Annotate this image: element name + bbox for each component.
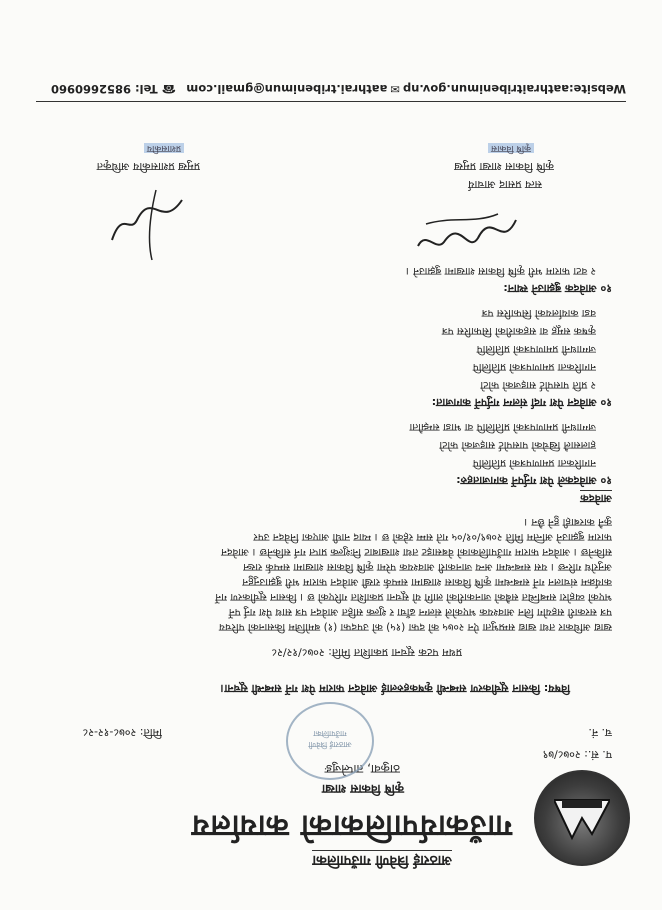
section3-line: २ वटा फाराम भरी कृषि विकास शाखामा बुझाउने । (405, 265, 596, 277)
office-stamp (286, 702, 374, 780)
section2-title: १० आवेदन पेश गर्दा संलग्न गर्नुपर्ने कागजात: (431, 396, 612, 409)
right-signer-role: प्रमुख प्रशासकीय अधिकृत (96, 160, 200, 173)
list2-item: २ प्रति पासपोर्ट साइजको फोटो (480, 379, 596, 391)
paragraph-line: फाराम बुझाउने अन्तिम मिति २०७९/०१/०५ गते सम्म रहेको छ । म्याद नाघी आएका निवेदन उपर (253, 531, 612, 543)
footer-phone (51, 82, 176, 96)
section1-title: १० आवेदकले पेश गर्नुपर्ने कागजातहरु: (456, 474, 612, 487)
footer-contact (186, 82, 626, 96)
stamp-text: आठराई त्रिवेणी गाउँपालिका (308, 729, 352, 749)
mountain-emblem-icon (554, 796, 610, 844)
section-header: आवेदक (580, 492, 612, 505)
office-address: ठाकुवा, ताप्लेजुङ (324, 762, 400, 776)
left-stamp-label: कृषि विकास (488, 143, 534, 156)
list1-item: नागरिकता प्रमाणपत्रको प्रतिलिपि (472, 457, 596, 469)
reference-number: प. सं.: २०७८/७९ (542, 748, 612, 761)
left-signer-name: सत्य प्रसाद आचार्य (468, 178, 542, 191)
email-icon: ✉ (390, 82, 400, 96)
paragraph-line: भएको व्यहोरा सम्बन्धित सबैको जानकारीको लागि यो सूचना प्रकाशित गरिएको छ । किसान सूचीकरण गर्ने (215, 591, 612, 603)
paragraph-line: अनुरोध गरिन्छ । यस सम्बन्धमा अन्य जानकारी आवश्यक परेमा कृषि विकास शाखामा सम्पर्क राख्न (243, 561, 612, 573)
paragraph-line: पत्र सरकारी सहयोग लिन आवश्यक भएकोले संलग्न ढाँचा र शुल्क सहित आवेदन पत्र साथ पेश गर्नु पर्ने (228, 606, 612, 618)
footer-tel: Tel: 9852660960 (50, 82, 158, 96)
right-stamp-label: प्रशासकीय (144, 143, 184, 156)
list1-item: हालसालै खिचेको पासपोर्ट साइजको फोटो (439, 439, 596, 451)
subject-line: विषय: किसान सूचीकरण सम्बन्धी कृषकहरुलाई आवेदन फाराम पेश गर्ने सम्बन्धी सूचना। (220, 682, 570, 695)
paragraph-line: सकिनेछ । आवेदन फाराम गाउँपालिकाको वेबसाइट तथा शाखाबाट निःशुल्क प्राप्त गर्न सकिनेछ । आवेदन (221, 546, 612, 558)
paragraph-line: कुनै कारबाही हुने छैन । (524, 516, 612, 528)
issue-date: मिति: २०७८-१२-२८ (82, 726, 162, 739)
footer-website: Website:aathraitribenimun.gov.np (402, 82, 626, 96)
footer-email: aathrai.tribenimun@gmail.com (186, 82, 388, 96)
municipality-logo (534, 770, 630, 866)
list2-item: जग्गाधनी प्रमाणपत्रको प्रतिलिपि (476, 343, 596, 355)
list2-item: कृषक समूह वा सहकारीको सिफारिस पत्र (441, 325, 596, 337)
list2-item: नागरिकता प्रमाणपत्रको प्रतिलिपि (472, 361, 596, 373)
list1-item: जग्गाधनी प्रमाणपत्रको प्रतिलिपि वा भाडा सम्झौता (409, 421, 596, 433)
paragraph-line: खाद्य अधिकार तथा खाद्य सम्प्रभुता ऐन २०७५ को दफा (१५) को उपदफा (१) बमोजिम किसानको परिचय (218, 621, 612, 633)
signature-left (412, 204, 522, 260)
signature-right (102, 180, 192, 270)
section3-title: १० आवेदक बुझाउने स्थान: (503, 282, 612, 295)
list2-item: वडा कार्यालयको सिफारिस पत्र (481, 307, 596, 319)
office-title: गाउँकार्यपालिकाको कार्यालय (190, 808, 512, 843)
phone-icon: ☎ (161, 82, 176, 96)
branch-name: कृषि विकास शाखा (321, 782, 404, 796)
footer-rule (36, 101, 626, 102)
dispatch-number: च. नं. (588, 726, 612, 739)
left-signer-role: कृषि विकास शाखा प्रमुख (454, 160, 554, 173)
notice-heading: प्रथम पटक सूचना प्रकाशित मिति: २०७८/१२/२८ (271, 646, 462, 659)
paragraph-line: कार्यक्रम संचालन गर्ने सम्बन्धमा कृषि विकास शाखामा सम्पर्क राखी आवेदन फाराम भरी बुझाउनुहुन (242, 576, 612, 588)
org-line: आठराई त्रिवेणी गाउँपालिका (312, 852, 452, 868)
